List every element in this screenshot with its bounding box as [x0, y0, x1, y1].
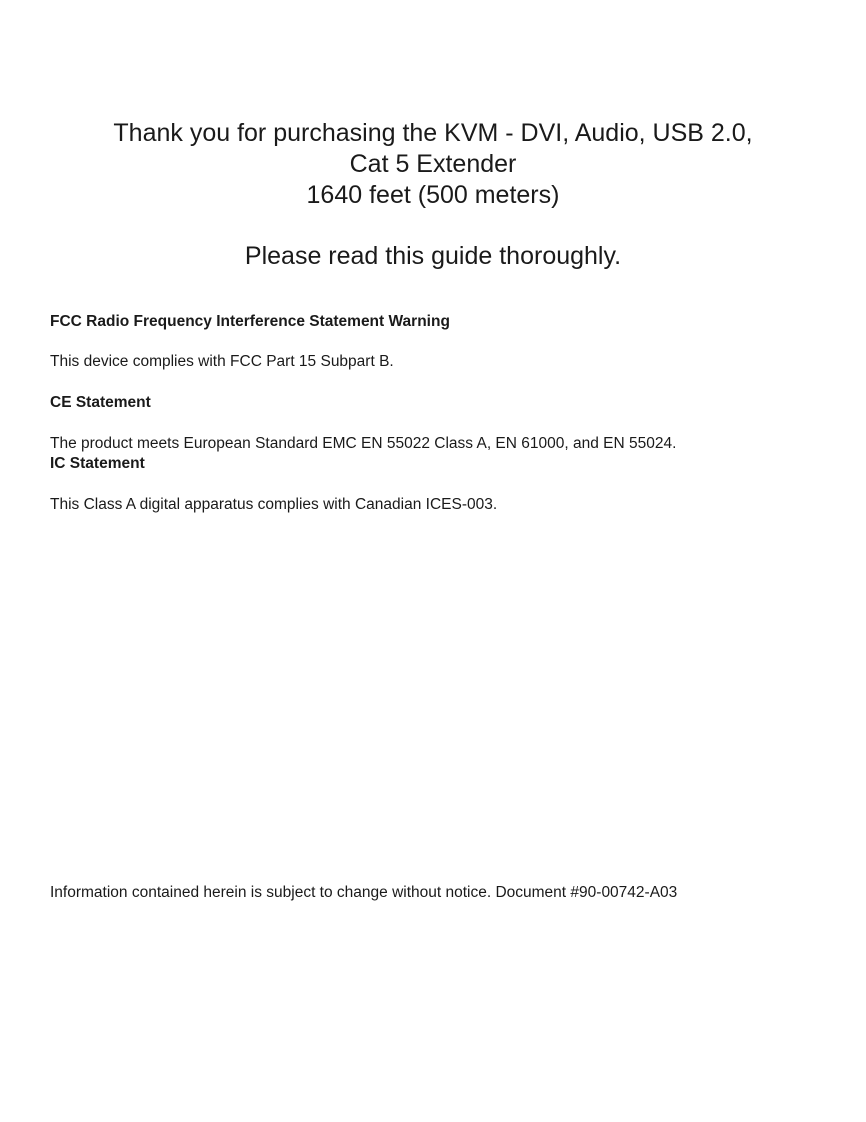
fcc-text: This device complies with FCC Part 15 Subpart B. [50, 353, 394, 370]
title-line-3: 1640 feet (500 meters) [306, 181, 560, 209]
read-guide-notice: Please read this guide thoroughly. [244, 242, 622, 270]
ce-text: The product meets European Standard EMC EN 55022 Class A, EN 61000, and EN 55024. [50, 435, 677, 452]
title-line-1: Thank you for purchasing the KVM - DVI, Audio, USB 2.0, [113, 119, 753, 147]
ic-text: This Class A digital apparatus complies with Canadian ICES-003. [50, 496, 498, 513]
title-line-2: Cat 5 Extender [349, 150, 517, 178]
footer-notice: Information contained herein is subject to change without notice. Document #90-00742-A03 [50, 884, 678, 901]
ic-heading: IC Statement [50, 455, 145, 472]
document-title [0, 118, 866, 211]
fcc-heading: FCC Radio Frequency Interference Statement Warning [50, 313, 450, 330]
ce-heading: CE Statement [50, 394, 151, 411]
